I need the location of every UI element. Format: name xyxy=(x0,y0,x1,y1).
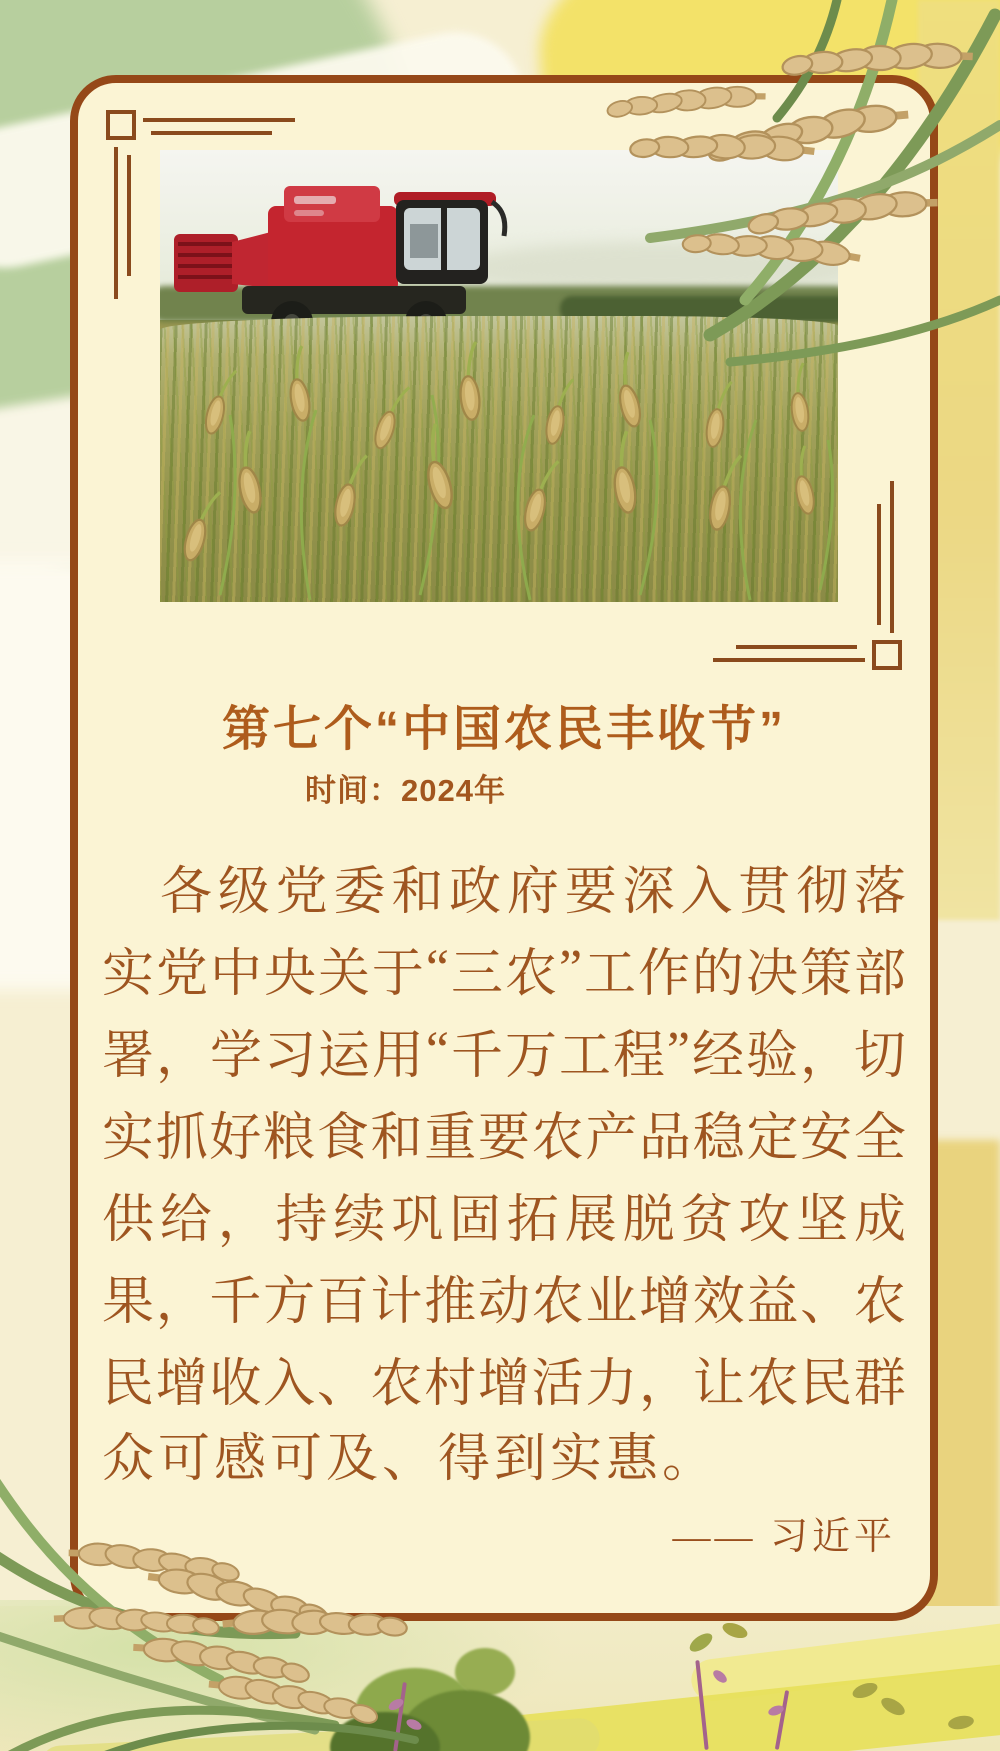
date-line: 时间：2024年 xyxy=(305,773,506,808)
quote-line: 供 给 ， 持 续 巩 固 拓 展 脱 贫 攻 坚 成 xyxy=(102,1191,906,1249)
poster-title: 第七个“中国农民丰收节” xyxy=(221,703,786,756)
wheat-illustration-bottomleft xyxy=(0,1425,445,1751)
quote-line: 各 级 党 委 和 政 府 要 深 入 贯 彻 落 xyxy=(160,863,906,921)
quote-line: 众可感可及、得到实惠。 xyxy=(102,1431,719,1488)
quote-line: 实 抓 好 粮 食 和 重 要 农 产 品 稳 定 安 全 xyxy=(102,1109,906,1167)
quote-line: 民 增 收 入 、 农 村 增 活 力 ， 让 农 民 群 xyxy=(102,1355,906,1413)
quote-line: 署 ， 学 习 运 用 “ 千 万 工 程 ” 经 验 ， 切 xyxy=(102,1021,906,1085)
quote-line: 果 ， 千 方 百 计 推 动 农 业 增 效 益 、 农 xyxy=(102,1273,906,1331)
quote-paragraph xyxy=(102,845,906,1501)
attribution-signature: —— 习近平 xyxy=(672,1516,896,1558)
quote-line: 实 党 中 央 关 于 “ 三 农 ” 工 作 的 决 策 部 xyxy=(102,939,906,1003)
wheat-illustration-topright xyxy=(590,0,1000,440)
